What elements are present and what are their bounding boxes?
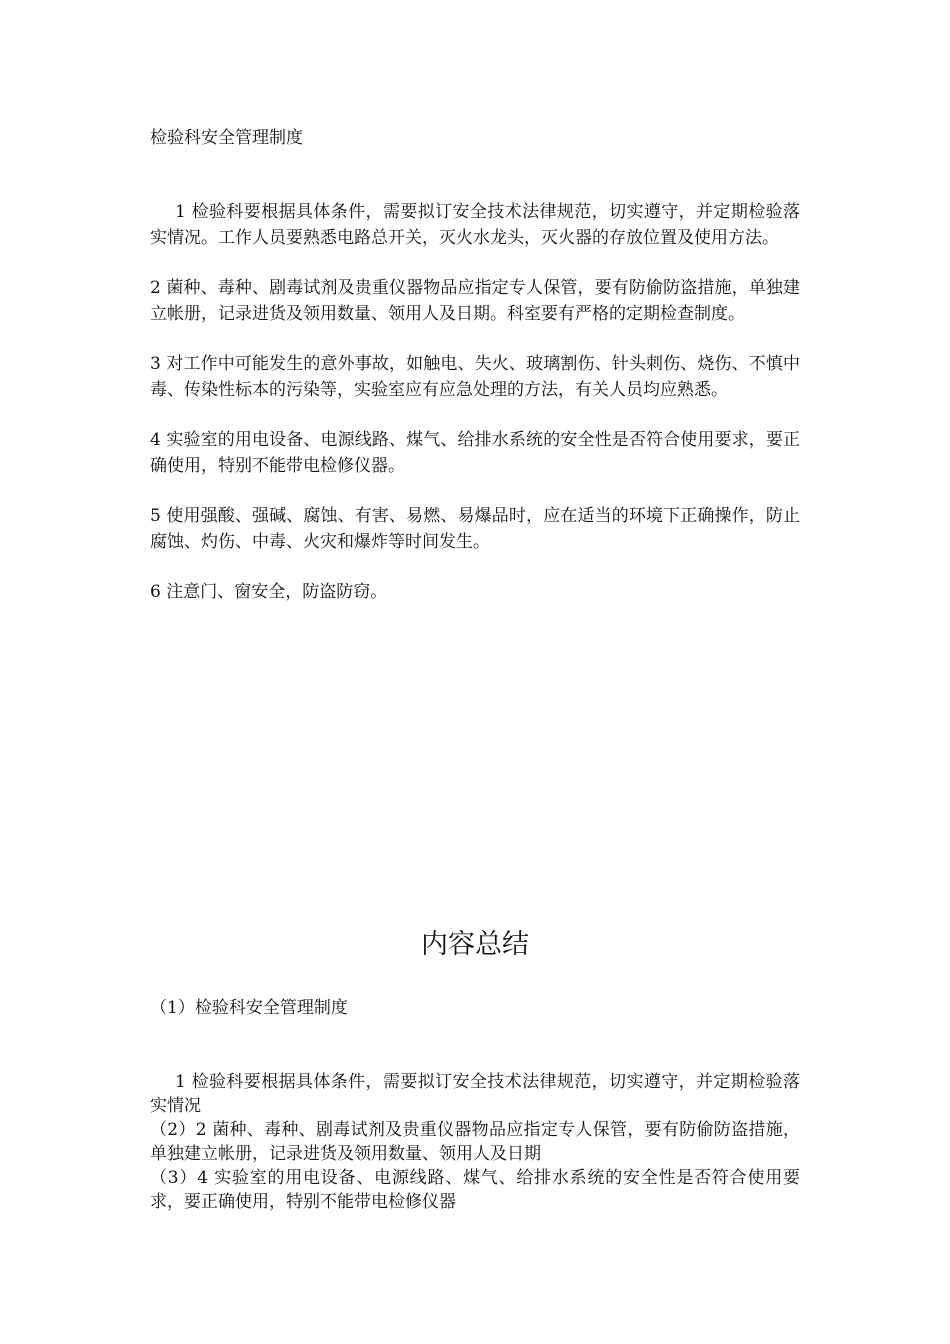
- summary-heading: 内容总结: [421, 929, 529, 960]
- summary-body: [150, 1070, 800, 1214]
- rule-paragraph: 3 对工作中可能发生的意外事故，如触电、失火、玻璃割伤、针头刺伤、烧伤、不慎中毒、传染性标本的污染等，实验室应有应急处理的方法，有关人员均应熟悉。: [150, 354, 800, 400]
- summary-subtitle: （1）检验科安全管理制度: [150, 998, 348, 1018]
- rule-paragraph: 5 使用强酸、强碱、腐蚀、有害、易燃、易爆品时，应在适当的环境下正确操作，防止腐蚀、灼伤、中毒、火灾和爆炸等时间发生。: [150, 506, 800, 552]
- rule-paragraph: 6 注意门、窗安全，防盗防窃。: [150, 582, 388, 602]
- rule-paragraph: 2 菌种、毒种、剧毒试剂及贵重仪器物品应指定专人保管，要有防偷防盗措施，单独建立帐册，记录进货及领用数量、领用人及日期。科室要有严格的定期检查制度。: [150, 278, 800, 324]
- rule-paragraph: 4 实验室的用电设备、电源线路、煤气、给排水系统的安全性是否符合使用要求，要正确使用，特别不能带电检修仪器。: [150, 430, 800, 476]
- summary-line: 1 检验科要根据具体条件，需要拟订安全技术法律规范，切实遵守，并定期检验落实情况: [150, 1072, 800, 1116]
- document-title: 检验科安全管理制度: [150, 128, 303, 148]
- rule-paragraph: 1 检验科要根据具体条件，需要拟订安全技术法律规范，切实遵守，并定期检验落实情况。工作人员要熟悉电路总开关，灭火水龙头，灭火器的存放位置及使用方法。: [150, 202, 800, 248]
- summary-line: （3）4 实验室的用电设备、电源线路、煤气、给排水系统的安全性是否符合使用要求，要正确使用，特别不能带电检修仪器: [150, 1168, 800, 1212]
- summary-line: （2）2 菌种、毒种、剧毒试剂及贵重仪器物品应指定专人保管，要有防偷防盗措施，单独建立帐册，记录进货及领用数量、领用人及日期: [150, 1120, 800, 1164]
- rules-list: [150, 200, 800, 631]
